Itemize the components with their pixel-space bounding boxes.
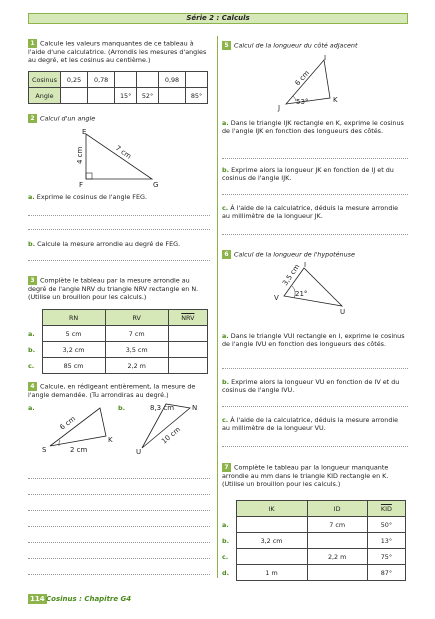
- table-cell[interactable]: 0,78: [88, 72, 115, 88]
- table-cell: 87°: [367, 565, 405, 581]
- vertex-k: K: [333, 96, 338, 104]
- exercise-6-title: 6 Calcul de la longueur de l'hypoténuse: [222, 250, 355, 259]
- answer-cell[interactable]: [236, 549, 307, 565]
- table-cell[interactable]: 15°: [115, 88, 137, 104]
- column-header: RV: [105, 310, 168, 326]
- answer-line[interactable]: [28, 494, 210, 495]
- exercise-5-question-a: a. Dans le triangle IJK rectangle en K, exprime le cosinus de l'angle IJK en fonction des longueurs des côtés.: [222, 119, 404, 135]
- answer-cell[interactable]: [236, 517, 307, 533]
- table-cell: 1 m: [236, 565, 307, 581]
- side-ij-length: 6 cm: [293, 69, 312, 88]
- exercise-2-title: 2 Calcul d'un angle: [28, 114, 95, 123]
- exercise-6-question-b: b. Exprime alors la longueur VU en fonction de IV et du cosinus de l'angle IVU.: [222, 378, 400, 394]
- exercise-6-number: 6: [222, 250, 231, 259]
- triangle-efg-figure: [60, 124, 170, 190]
- exercise-3-instructions: 3 Complète le tableau par la mesure arrondie au degré de l'angle NRV du triangle NRV rectangle en N. (Utilise un brouillon pour les calculs.): [28, 276, 199, 301]
- table-cell[interactable]: [115, 72, 137, 88]
- triangle-ijk-figure: [276, 52, 356, 112]
- table-cell: 3,2 cm: [42, 342, 105, 358]
- answer-line[interactable]: [28, 558, 210, 559]
- table-cell[interactable]: 52°: [137, 88, 159, 104]
- angle-j-value: 53°: [296, 98, 309, 106]
- table-cell[interactable]: [186, 72, 208, 88]
- part-b-label: b.: [118, 404, 126, 412]
- table-cell[interactable]: 85°: [186, 88, 208, 104]
- triangle-sk: [50, 408, 106, 446]
- side-vi-length: 3,5 cm: [281, 262, 302, 288]
- exercise-4-number: 4: [28, 382, 37, 391]
- cosinus-label: Cosinus: [29, 72, 61, 88]
- table-cell: 75°: [367, 549, 405, 565]
- exercise-5-title: 5 Calcul de la longueur du côté adjacent: [222, 41, 357, 50]
- vertex-s: S: [42, 446, 47, 454]
- vertex-u: U: [340, 308, 346, 316]
- answer-line[interactable]: [28, 574, 210, 575]
- chapter-footer: Cosinus : Chapitre G4: [46, 595, 132, 603]
- answer-cell[interactable]: [168, 358, 207, 374]
- exercise-5-question-c: c. À l'aide de la calculatrice, déduis la mesure arrondie au millimètre de la longueur JK.: [222, 204, 399, 220]
- exercise-1-text: Calcule les valeurs manquantes de ce tableau à l'aide d'une calculatrice. (Arrondis les mesures d'angles au degré, et les cosinus au centième.): [28, 39, 207, 64]
- angle-label: Angle: [29, 88, 61, 104]
- table-cell: 3,5 cm: [105, 342, 168, 358]
- vertex-v: V: [274, 294, 279, 302]
- exercise-5-question-b: b. Exprime alors la longueur JK en fonction de IJ et du cosinus de l'angle IJK.: [222, 166, 394, 182]
- exercise-3-number: 3: [28, 276, 37, 285]
- table-cell[interactable]: 0,25: [61, 72, 88, 88]
- exercise-1-number: 1: [28, 39, 37, 48]
- exercise-3-table: [28, 309, 208, 374]
- cosinus-row: [29, 72, 208, 88]
- table-header-row: [28, 310, 208, 326]
- exercise-6-question-a: a. Dans le triangle VUI rectangle en I, exprime le cosinus de l'angle IVU en fonction des longueurs des côtés.: [222, 332, 405, 348]
- table-cell[interactable]: [137, 72, 159, 88]
- side-eg-length: 7 cm: [113, 144, 133, 161]
- exercise-5-number: 5: [222, 41, 231, 50]
- answer-cell[interactable]: [307, 533, 367, 549]
- answer-line[interactable]: [28, 478, 210, 479]
- column-header: IK: [236, 501, 307, 517]
- angle-row: [29, 88, 208, 104]
- table-row: c. 2,2 m 75°: [222, 549, 406, 565]
- answer-line[interactable]: [28, 229, 210, 230]
- table-row: b. 3,2 cm 13°: [222, 533, 406, 549]
- column-header: ID: [307, 501, 367, 517]
- answer-line[interactable]: [222, 194, 408, 195]
- side-length-6cm: 6 cm: [58, 414, 78, 432]
- table-cell: 13°: [367, 533, 405, 549]
- answer-line[interactable]: [28, 260, 210, 261]
- table-cell: 50°: [367, 517, 405, 533]
- triangle-viu-figure: [270, 260, 360, 318]
- table-cell: 3,2 cm: [236, 533, 307, 549]
- angle-mark: [59, 440, 60, 446]
- exercise-7-table: [222, 500, 406, 581]
- table-row: c. 85 cm 2,2 m: [28, 358, 208, 374]
- column-header: $\overline{NRV}$: [168, 310, 207, 326]
- triangle-un-figure: [130, 398, 210, 456]
- vertex-n: N: [192, 404, 198, 412]
- vertex-k: K: [108, 436, 113, 444]
- vertex-j: J: [278, 104, 281, 112]
- answer-line[interactable]: [222, 368, 408, 369]
- vertex-i: I: [304, 261, 307, 269]
- table-row: b. 3,2 cm 3,5 cm: [28, 342, 208, 358]
- table-cell: 85 cm: [42, 358, 105, 374]
- table-cell: 7 cm: [307, 517, 367, 533]
- table-row: a. 5 cm 7 cm: [28, 326, 208, 342]
- exercise-6-question-c: c. À l'aide de la calculatrice, déduis la mesure arrondie au millimètre de la longueur VU.: [222, 416, 399, 432]
- answer-cell[interactable]: [168, 326, 207, 342]
- table-cell: 7 cm: [105, 326, 168, 342]
- right-angle-mark: [86, 173, 92, 179]
- vertex-i: I: [324, 54, 327, 62]
- part-a-label: a.: [28, 404, 35, 412]
- exercise-2-question-b: b. Calcule la mesure arrondie au degré de FEG.: [28, 240, 181, 248]
- side-ef-length: 4 cm: [76, 146, 84, 164]
- side-length-2cm: 2 cm: [70, 446, 88, 454]
- table-cell[interactable]: [158, 88, 185, 104]
- table-cell: 5 cm: [42, 326, 105, 342]
- angle-v-value: 21°: [295, 290, 308, 298]
- exercise-7-number: 7: [222, 463, 231, 472]
- answer-cell[interactable]: [307, 565, 367, 581]
- answer-line[interactable]: [222, 234, 408, 235]
- exercise-1-instructions: [28, 39, 210, 64]
- table-row: d. 1 m 87°: [222, 565, 406, 581]
- column-header: RN: [42, 310, 105, 326]
- table-row: a. 7 cm 50°: [222, 517, 406, 533]
- side-length-10cm: 10 cm: [160, 425, 182, 446]
- vertex-u: U: [136, 448, 142, 456]
- answer-cell[interactable]: [168, 342, 207, 358]
- table-cell[interactable]: 0,98: [158, 72, 185, 88]
- table-cell: 2,2 m: [307, 549, 367, 565]
- table-cell[interactable]: [61, 88, 88, 104]
- answer-line[interactable]: [28, 510, 210, 511]
- exercise-1-table: [28, 71, 208, 104]
- series-header: Série 2 : Calculs: [28, 13, 408, 24]
- answer-line[interactable]: [222, 158, 408, 159]
- exercise-7-instructions: 7 Complète le tableau par la longueur manquante arrondie au mm dans le triangle KID rectangle en K. (Utilise un brouillon pour les calculs.): [222, 463, 389, 488]
- table-cell: 2,2 m: [105, 358, 168, 374]
- vertex-e: E: [82, 128, 87, 136]
- answer-line[interactable]: [28, 215, 210, 216]
- column-header: $\overline{KID}$: [367, 501, 405, 517]
- triangle-efg: [86, 134, 152, 179]
- page-number: 114: [30, 595, 45, 603]
- answer-line[interactable]: [222, 446, 408, 447]
- exercise-4-instructions: 4 Calcule, en rédigeant entièrement, la mesure de l'angle demandée. (Tu arrondiras au degré.): [28, 382, 196, 399]
- side-length-8-3cm: 8,3 cm: [150, 404, 175, 412]
- answer-line[interactable]: [28, 542, 210, 543]
- table-cell[interactable]: [88, 88, 115, 104]
- answer-line[interactable]: [28, 526, 210, 527]
- exercise-2-number: 2: [28, 114, 37, 123]
- vertex-g: G: [153, 181, 159, 189]
- table-header-row: [222, 501, 406, 517]
- answer-line[interactable]: [222, 406, 408, 407]
- triangle-sk-figure: [38, 402, 113, 458]
- vertex-f: F: [79, 181, 84, 189]
- column-divider: [217, 36, 218, 578]
- exercise-2-question-a: a. Exprime le cosinus de l'angle FEG.: [28, 193, 148, 201]
